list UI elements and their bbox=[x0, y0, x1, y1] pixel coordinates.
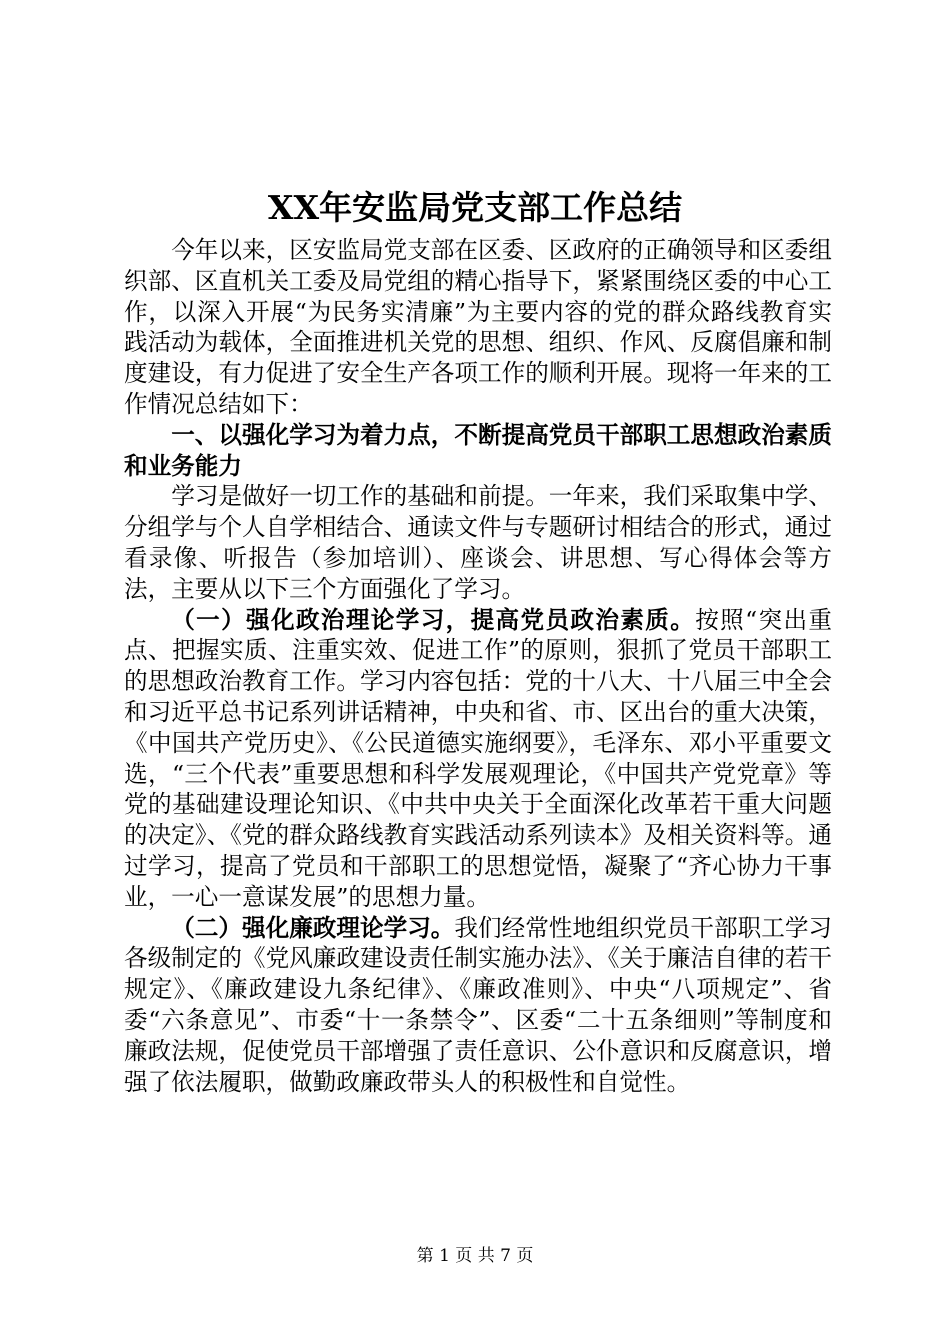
integrity-study-lead: （二）强化廉政理论学习。 bbox=[171, 913, 455, 942]
integrity-study-text: 我们经常性地组织党员干部职工学习各级制定的《党风廉政建设责任制实施办法》、《关于廉洁自律的若干规定》、《廉政建设九条纪律》、《廉政准则》、中央“八项规定”、省委“六条意见”、市委“十一条禁令”、区委“二十五条细则”等制度和廉政法规，促使党员干部增强了责任意识、公仆意识和反腐意识，增强了依法履职，做勤政廉政带头人的积极性和自觉性。 bbox=[124, 913, 833, 1096]
section-heading-1: 一、以强化学习为着力点，不断提高党员干部职工思想政治素质和业务能力 bbox=[124, 420, 832, 480]
document-title: XX年安监局党支部工作总结 bbox=[267, 188, 683, 227]
political-study-paragraph bbox=[124, 605, 832, 913]
political-study-text: 按照“突出重点、把握实质、注重实效、促进工作”的原则，狠抓了党员干部职工的思想政治教育工作。学习内容包括：党的十八大、十八届三中全会和习近平总书记系列讲话精神，中央和省、市、区出台的重大决策，《中国共产党历史》、《公民道德实施纲要》，毛泽东、邓小平重要文选，“三个代表”重要思想和科学发展观理论，《中国共产党党章》等党的基础建设理论知识、《中共中央关于全面深化改革若干重大问题的决定》、《党的群众路线教育实践活动系列读本》及相关资料等。通过学习，提高了党员和干部职工的思想觉悟，凝聚了“齐心协力干事业，一心一意谋发展”的思想力量。 bbox=[124, 605, 833, 911]
page-footer: 第 1 页 共 7 页 bbox=[416, 1246, 534, 1266]
political-study-lead: （一）强化政治理论学习，提高党员政治素质。 bbox=[171, 605, 696, 634]
study-paragraph: 学习是做好一切工作的基础和前提。一年来，我们采取集中学、分组学与个人自学相结合、通读文件与专题研讨相结合的形式，通过看录像、听报告（参加培训）、座谈会、讲思想、写心得体会等方法，主要从以下三个方面强化了学习。 bbox=[124, 482, 832, 603]
integrity-study-paragraph bbox=[124, 913, 832, 1098]
document-body bbox=[124, 235, 832, 1097]
intro-paragraph: 今年以来，区安监局党支部在区委、区政府的正确领导和区委组织部、区直机关工委及局党组的精心指导下，紧紧围绕区委的中心工作，以深入开展“为民务实清廉”为主要内容的党的群众路线教育实践活动为载体，全面推进机关党的思想、组织、作风、反腐倡廉和制度建设，有力促进了安全生产各项工作的顺利开展。现将一年来的工作情况总结如下： bbox=[124, 236, 832, 418]
